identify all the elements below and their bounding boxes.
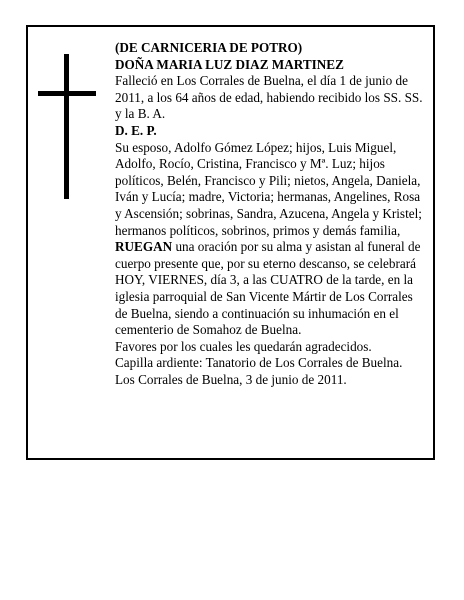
origin-line: (DE CARNICERIA DE POTRO) <box>115 40 303 55</box>
family-list: Su esposo, Adolfo Gómez López; hijos, Luis Miguel, Adolfo, Rocío, Cristina, Francisco y Mª. Luz; hijos políticos, Belén, Francisco y Pili; nietos, Angela, Daniela, Iván y Lucía; madre, Victoria; hermanas, Angelines, Rosa y Ascensión; sobrinas, Sandra, Azucena, Angela y Kristel; hermanos políticos, sobrinos, primos y demás familia, <box>115 139 422 238</box>
deceased-name: DOÑA MARIA LUZ DIAZ MARTINEZ <box>115 56 344 72</box>
cross-vertical-bar <box>64 54 69 199</box>
request-text: una oración por su alma y asistan al funeral de cuerpo presente que, por su eterno descanso, se celebrará HOY, VIERNES, día 3, a las CUATRO de la tarde, en la iglesia parroquial de San Vicente Mártir de Los Corrales de Buelna, siendo a continuación su inhumación en el cementerio de Somahoz de Buelna. <box>115 239 421 338</box>
request-lead: RUEGAN <box>115 239 173 255</box>
cross-icon <box>38 54 96 199</box>
place-date-line: Los Corrales de Buelna, 3 de junio de 2011. <box>115 371 347 387</box>
thanks-line: Favores por los cuales les quedarán agradecidos. <box>115 338 372 354</box>
notice-text <box>115 40 423 388</box>
obituary-notice <box>26 25 435 460</box>
cross-horizontal-bar <box>38 91 96 96</box>
dep-line: D. E. P. <box>115 122 157 138</box>
death-announcement: Falleció en Los Corrales de Buelna, el día 1 de junio de 2011, a los 64 años de edad, habiendo recibido los SS. SS. y la B. A. <box>115 73 423 122</box>
funeral-request <box>115 239 423 339</box>
chapel-line: Capilla ardiente: Tanatorio de Los Corrales de Buelna. <box>115 355 403 371</box>
